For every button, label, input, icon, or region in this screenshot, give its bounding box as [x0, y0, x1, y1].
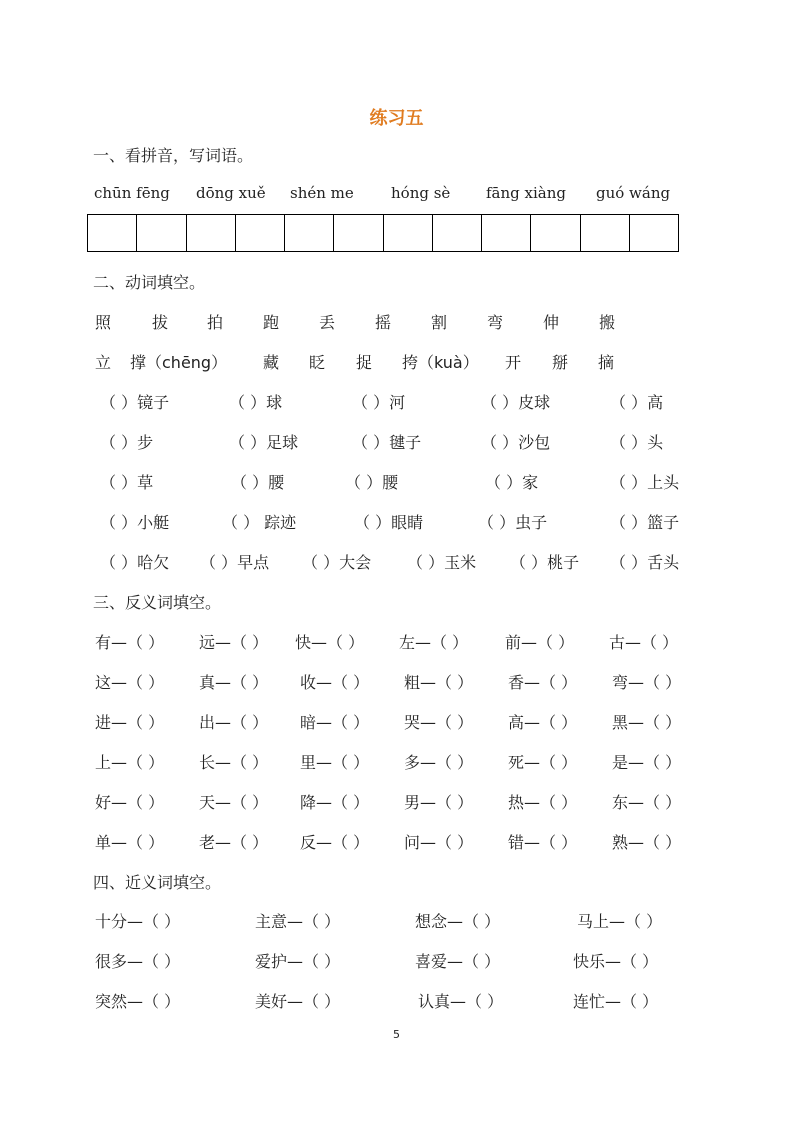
verb-item: 弯 [487, 313, 504, 332]
antonym-item: 左—（ ） [399, 633, 469, 652]
section2-heading: 二、动词填空。 [93, 273, 206, 292]
phrase-item: （ ）足球 [229, 433, 299, 452]
antonym-item: 反—（ ） [300, 833, 370, 852]
antonym-item: 单—（ ） [95, 833, 165, 852]
writing-box [334, 215, 383, 251]
antonym-item: 弯—（ ） [612, 673, 682, 692]
verb-item: 掰 [552, 353, 569, 372]
synonym-item: 十分—（ ） [95, 912, 181, 931]
synonym-item: 快乐—（ ） [573, 952, 659, 971]
verb-item: 跑 [263, 313, 280, 332]
phrase-item: （ ）步 [100, 433, 154, 452]
antonym-item: 暗—（ ） [300, 713, 370, 732]
verb-item: 拍 [207, 313, 224, 332]
phrase-item: （ ）沙包 [481, 433, 551, 452]
verb-row [0, 350, 793, 372]
antonym-item: 真—（ ） [199, 673, 269, 692]
pinyin-item: shén me [290, 184, 354, 202]
pinyin-item: guó wáng [596, 184, 671, 202]
antonym-item: 是—（ ） [612, 753, 682, 772]
synonym-row [0, 909, 793, 931]
phrase-item: （ ）毽子 [352, 433, 422, 452]
antonym-item: 熟—（ ） [612, 833, 682, 852]
phrase-item: （ ）腰 [345, 473, 399, 492]
antonym-item: 快—（ ） [295, 633, 365, 652]
antonym-row [0, 710, 793, 732]
pinyin-item: hóng sè [391, 184, 451, 202]
antonym-item: 长—（ ） [199, 753, 269, 772]
antonym-row [0, 830, 793, 852]
phrase-item: （ ）虫子 [478, 513, 548, 532]
phrase-item: （ ）腰 [231, 473, 285, 492]
page-number: 5 [393, 1028, 400, 1041]
phrase-row [0, 470, 793, 492]
phrase-item: （ ）玉米 [407, 553, 477, 572]
writing-box [384, 215, 433, 251]
antonym-item: 多—（ ） [404, 753, 474, 772]
verb-item: 照 [95, 313, 112, 332]
phrase-item: （ ）早点 [200, 553, 270, 572]
verb-item: 摘 [598, 353, 615, 372]
verb-item: 拔 [152, 313, 169, 332]
antonym-item: 收—（ ） [300, 673, 370, 692]
verb-item: 捉 [356, 353, 373, 372]
verb-item: 撑（chēng） [130, 353, 228, 372]
antonym-row [0, 750, 793, 772]
writing-box [581, 215, 630, 251]
antonym-item: 高—（ ） [508, 713, 578, 732]
pinyin-item: fāng xiàng [486, 184, 566, 202]
antonym-item: 这—（ ） [95, 673, 165, 692]
verb-row [0, 310, 793, 332]
antonym-item: 出—（ ） [199, 713, 269, 732]
antonym-item: 粗—（ ） [404, 673, 474, 692]
phrase-item: （ ）河 [352, 393, 406, 412]
synonym-row [0, 989, 793, 1011]
phrase-item: （ ）上头 [610, 473, 680, 492]
synonym-item: 连忙—（ ） [573, 992, 659, 1011]
phrase-row [0, 430, 793, 452]
antonym-item: 降—（ ） [300, 793, 370, 812]
antonym-row [0, 790, 793, 812]
phrase-row [0, 390, 793, 412]
phrase-item: （ ）眼睛 [354, 513, 424, 532]
verb-item: 搬 [599, 313, 616, 332]
antonym-item: 错—（ ） [508, 833, 578, 852]
phrase-row [0, 510, 793, 532]
writing-box [137, 215, 186, 251]
phrase-item: （ ）镜子 [100, 393, 170, 412]
antonym-item: 里—（ ） [300, 753, 370, 772]
verb-item: 藏 [263, 353, 280, 372]
phrase-item: （ ）篮子 [610, 513, 680, 532]
writing-box [482, 215, 531, 251]
antonym-item: 进—（ ） [95, 713, 165, 732]
writing-box [630, 215, 678, 251]
synonym-item: 认真—（ ） [418, 992, 504, 1011]
synonym-item: 想念—（ ） [415, 912, 501, 931]
writing-grid [87, 214, 679, 252]
phrase-item: （ ）高 [610, 393, 664, 412]
synonym-item: 爱护—（ ） [255, 952, 341, 971]
antonym-item: 黑—（ ） [612, 713, 682, 732]
phrase-item: （ ）家 [485, 473, 539, 492]
verb-item: 丢 [319, 313, 336, 332]
pinyin-item: chūn fēng [94, 184, 170, 202]
antonym-item: 老—（ ） [199, 833, 269, 852]
verb-item: 摇 [375, 313, 392, 332]
writing-box [236, 215, 285, 251]
antonym-item: 热—（ ） [508, 793, 578, 812]
synonym-item: 主意—（ ） [255, 912, 341, 931]
phrase-item: （ ）球 [229, 393, 283, 412]
verb-item: 眨 [309, 353, 326, 372]
antonym-row [0, 630, 793, 652]
phrase-item: （ ）哈欠 [100, 553, 170, 572]
antonym-item: 古—（ ） [609, 633, 679, 652]
antonym-item: 前—（ ） [505, 633, 575, 652]
writing-box [433, 215, 482, 251]
phrase-item: （ ）皮球 [481, 393, 551, 412]
section3-heading: 三、反义词填空。 [93, 593, 222, 612]
phrase-item: （ ）舌头 [610, 553, 680, 572]
verb-item: 伸 [543, 313, 560, 332]
phrase-item: （ ） 踪迹 [222, 513, 297, 532]
writing-box [187, 215, 236, 251]
antonym-item: 哭—（ ） [404, 713, 474, 732]
phrase-item: （ ）小艇 [100, 513, 170, 532]
synonym-item: 喜爱—（ ） [415, 952, 501, 971]
antonym-item: 问—（ ） [404, 833, 474, 852]
synonym-item: 马上—（ ） [577, 912, 663, 931]
antonym-row [0, 670, 793, 692]
antonym-item: 好—（ ） [95, 793, 165, 812]
synonym-item: 美好—（ ） [255, 992, 341, 1011]
writing-box [531, 215, 580, 251]
antonym-item: 死—（ ） [508, 753, 578, 772]
verb-item: 挎（kuà） [402, 353, 479, 372]
antonym-item: 远—（ ） [199, 633, 269, 652]
section4-heading: 四、近义词填空。 [93, 873, 222, 892]
writing-box [285, 215, 334, 251]
page-title: 练习五 [369, 108, 424, 129]
phrase-row [0, 550, 793, 572]
verb-item: 立 [95, 353, 112, 372]
antonym-item: 东—（ ） [612, 793, 682, 812]
section1-heading: 一、看拼音，写词语。 [93, 146, 254, 165]
antonym-item: 上—（ ） [95, 753, 165, 772]
phrase-item: （ ）大会 [302, 553, 372, 572]
phrase-item: （ ）桃子 [510, 553, 580, 572]
antonym-item: 有—（ ） [95, 633, 165, 652]
phrase-item: （ ）草 [100, 473, 154, 492]
pinyin-item: dōng xuě [196, 184, 266, 202]
antonym-item: 天—（ ） [199, 793, 269, 812]
antonym-item: 香—（ ） [508, 673, 578, 692]
synonym-row [0, 949, 793, 971]
writing-box [88, 215, 137, 251]
verb-item: 割 [431, 313, 448, 332]
antonym-item: 男—（ ） [404, 793, 474, 812]
phrase-item: （ ）头 [610, 433, 664, 452]
verb-item: 开 [505, 353, 522, 372]
synonym-item: 突然—（ ） [95, 992, 181, 1011]
synonym-item: 很多—（ ） [95, 952, 181, 971]
